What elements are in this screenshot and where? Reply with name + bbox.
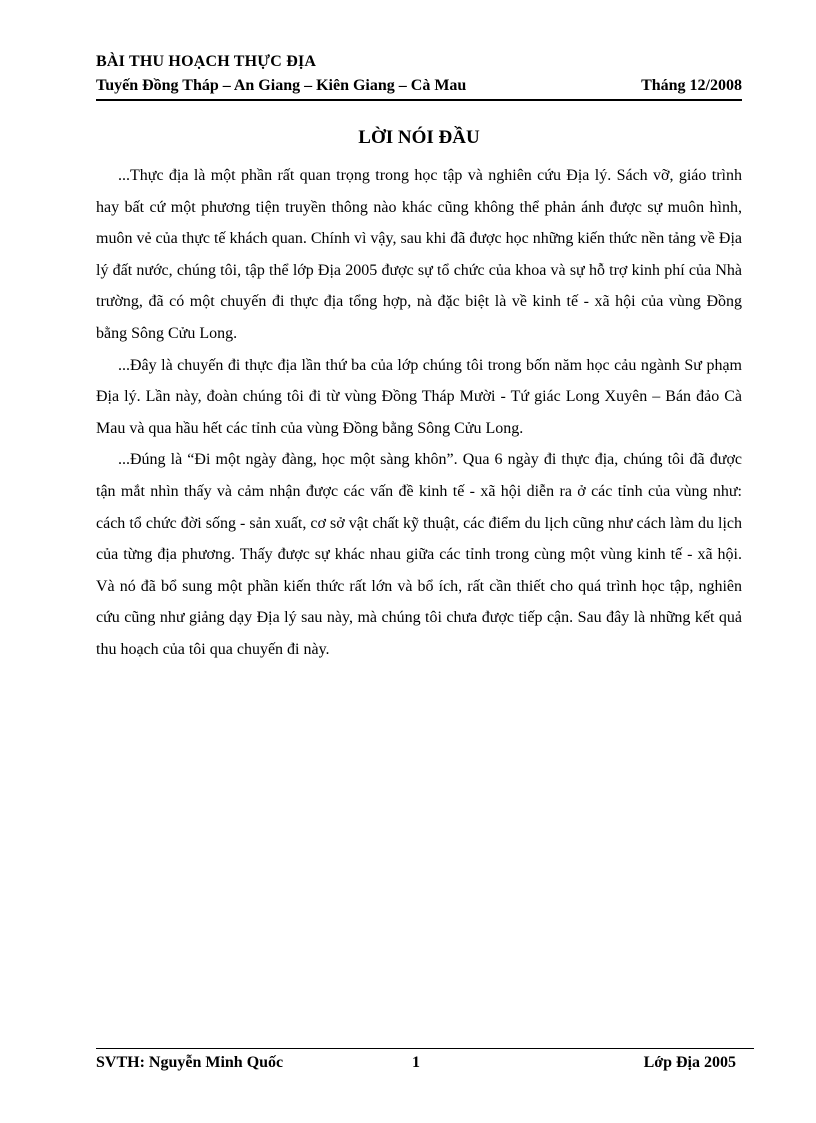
footer-row <box>96 1053 754 1073</box>
page-footer <box>96 1048 754 1073</box>
report-title: BÀI THU HOẠCH THỰC ĐỊA <box>96 53 317 70</box>
header-divider <box>96 99 742 101</box>
date-label: Tháng 12/2008 <box>641 77 742 94</box>
body-text <box>96 160 742 666</box>
route-label: Tuyến Đồng Tháp – An Giang – Kiên Giang – Cà Mau <box>96 77 467 94</box>
page-number: 1 <box>412 1054 420 1071</box>
paragraph: ...Thực địa là một phần rất quan trọng trong học tập và nghiên cứu Địa lý. Sách vỡ, giáo trình hay bất cứ một phương tiện truyền thông nào khác cũng không thể phản ánh được sự muôn hình, muôn vẻ của thực tế khách quan. Chính vì vậy, sau khi đã được học những kiến thức nền tảng về Địa lý đất nước, chúng tôi, tập thể lớp Địa 2005 được sự tổ chức của khoa và sự hỗ trợ kinh phí của Nhà trường, đã có một chuyến đi thực địa tổng hợp, nà đặc biệt là về kinh tế - xã hội của vùng Đồng bằng Sông Cửu Long. <box>96 167 742 342</box>
section-heading: LỜI NÓI ĐẦU <box>358 127 480 148</box>
student-name: SVTH: Nguyễn Minh Quốc <box>96 1054 284 1071</box>
class-label: Lớp Địa 2005 <box>643 1054 736 1071</box>
paragraph: ...Đây là chuyến đi thực địa lần thứ ba của lớp chúng tôi trong bốn năm học cảu ngành Sư phạm Địa lý. Lần này, đoàn chúng tôi đi từ vùng Đồng Tháp Mười - Tứ giác Long Xuyên – Bán đảo Cà Mau và qua hầu hết các tỉnh của vùng Đồng bằng Sông Cửu Long. <box>96 356 742 437</box>
footer-divider <box>96 1048 754 1049</box>
page-header <box>96 52 742 101</box>
paragraph: ...Đúng là “Đi một ngày đàng, học một sàng khôn”. Qua 6 ngày đi thực địa, chúng tôi đã được tận mắt nhìn thấy và cảm nhận được các vấn đề kinh tế - xã hội diễn ra ở các tỉnh của vùng như: cách tổ chức đời sống - sản xuất, cơ sở vật chất kỹ thuật, các điểm du lịch cũng như cách làm du lịch của từng địa phương. Thấy được sự khác nhau giữa các tỉnh trong cùng một vùng kinh tế - xã hội. Và nó đã bổ sung một phần kiến thức rất lớn và bổ ích, rất cần thiết cho quá trình học tập, nghiên cứu cũng như giảng dạy Địa lý sau này, mà chúng tôi chưa được tiếp cận. Sau đây là những kết quả thu hoạch của tôi qua chuyến đi này. <box>96 451 742 658</box>
header-row <box>96 76 742 96</box>
